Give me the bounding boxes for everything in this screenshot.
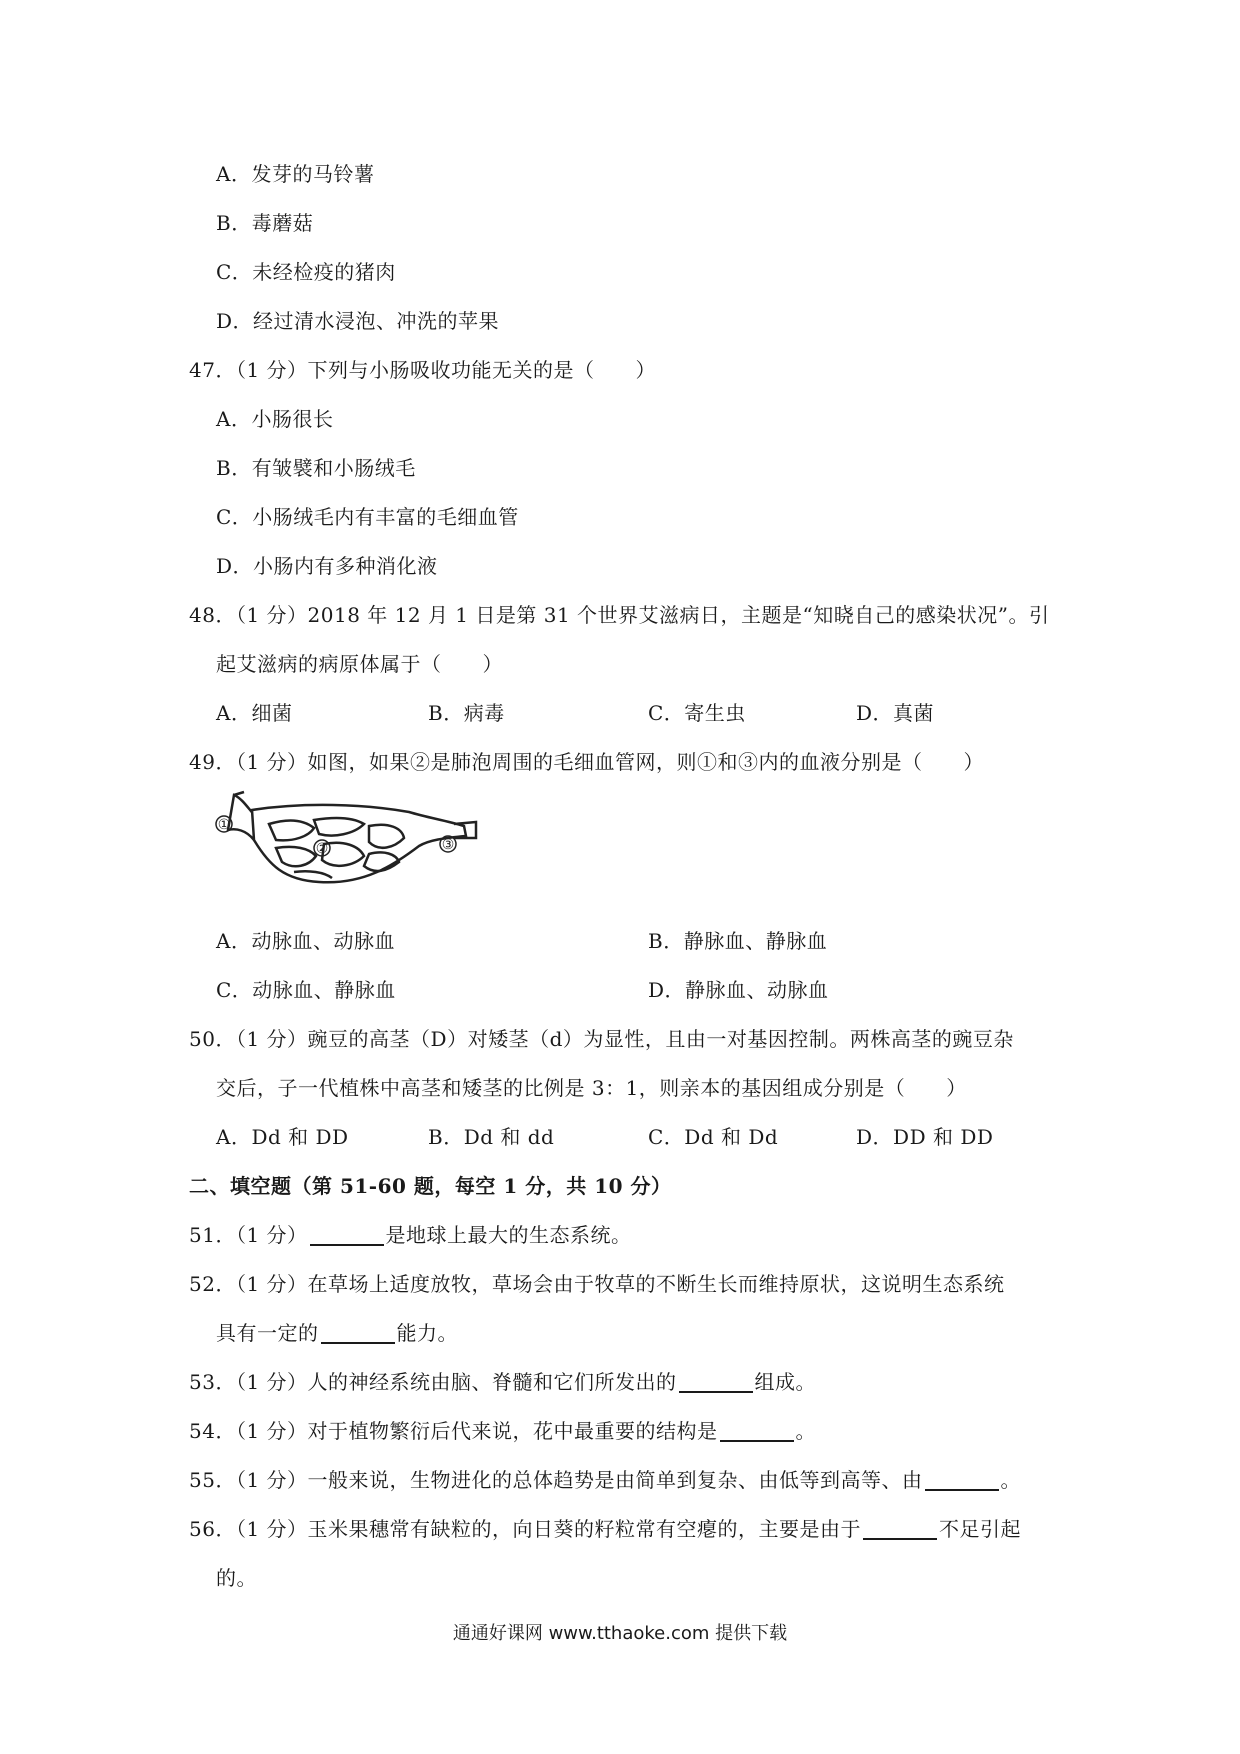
q53	[189, 1368, 816, 1396]
q50-stem-line2: 交后，子一代植株中高茎和矮茎的比例是 3：1，则亲本的基因组成分别是（ ）	[216, 1076, 967, 1100]
q51	[189, 1221, 632, 1249]
q52-post: 能力。	[396, 1321, 458, 1345]
q51-pre: 51．（1 分）	[189, 1223, 308, 1247]
q52-line2	[216, 1319, 458, 1347]
q55-post: 。	[1000, 1468, 1022, 1492]
q46-option-d: D．经过清水浸泡、冲洗的苹果	[216, 309, 500, 333]
q53-post: 组成。	[754, 1370, 817, 1394]
q46-option-a: A．发芽的马铃薯	[216, 162, 375, 186]
q47-option-c: C．小肠绒毛内有丰富的毛细血管	[216, 505, 519, 529]
q48-stem-line2: 起艾滋病的病原体属于（ ）	[216, 652, 503, 676]
fig-label-1: ①	[217, 817, 231, 833]
q50-option-d: D．DD 和 DD	[856, 1125, 994, 1149]
q56-blank[interactable]	[863, 1518, 937, 1540]
q50-stem-line1: 50．（1 分）豌豆的高茎（D）对矮茎（d）为显性，且由一对基因控制。两株高茎的豌豆杂	[189, 1027, 1014, 1051]
q56-pre: 56．（1 分）玉米果穗常有缺粒的，向日葵的籽粒常有空瘪的，主要是由于	[189, 1517, 862, 1541]
q49-option-a: A．动脉血、动脉血	[216, 929, 395, 953]
q48-option-b: B．病毒	[428, 701, 505, 725]
q52-blank[interactable]	[321, 1322, 395, 1344]
capillary-network-diagram	[214, 790, 482, 888]
q54-blank[interactable]	[720, 1420, 794, 1442]
q56-post: 不足引起	[939, 1517, 1022, 1541]
q55-pre: 55．（1 分）一般来说，生物进化的总体趋势是由简单到复杂、由低等到高等、由	[189, 1468, 923, 1492]
q50-option-c: C．Dd 和 Dd	[648, 1125, 779, 1149]
q49-option-d: D．静脉血、动脉血	[648, 978, 829, 1002]
q54-pre: 54．（1 分）对于植物繁衍后代来说，花中最重要的结构是	[189, 1419, 718, 1443]
q47-option-b: B．有皱襞和小肠绒毛	[216, 456, 416, 480]
q47-option-d: D．小肠内有多种消化液	[216, 554, 438, 578]
q46-option-c: C．未经检疫的猪肉	[216, 260, 396, 284]
q51-post: 是地球上最大的生态系统。	[385, 1223, 632, 1247]
section-2-title: 二、填空题（第 51-60 题，每空 1 分，共 10 分）	[189, 1174, 672, 1198]
q48-stem-line1: 48．（1 分）2018 年 12 月 1 日是第 31 个世界艾滋病日，主题是“知晓自己的感染状况”。引	[189, 603, 1050, 627]
q48-option-c: C．寄生虫	[648, 701, 746, 725]
q54	[189, 1417, 816, 1445]
page-footer: 通通好课网 www.tthaoke.com 提供下载	[452, 1623, 788, 1644]
q52-line1: 52．（1 分）在草场上适度放牧，草场会由于牧草的不断生长而维持原状，这说明生态系统	[189, 1272, 1005, 1296]
q54-post: 。	[795, 1419, 817, 1443]
fig-label-2: ②	[315, 841, 329, 857]
q48-option-a: A．细菌	[216, 701, 293, 725]
q49-option-c: C．动脉血、静脉血	[216, 978, 396, 1002]
q56-line2: 的。	[216, 1566, 257, 1590]
q53-pre: 53．（1 分）人的神经系统由脑、脊髓和它们所发出的	[189, 1370, 677, 1394]
q55	[189, 1466, 1021, 1494]
q51-blank[interactable]	[310, 1224, 384, 1246]
fig-label-3: ③	[441, 837, 455, 853]
q53-blank[interactable]	[679, 1371, 753, 1393]
q49-stem: 49．（1 分）如图，如果②是肺泡周围的毛细血管网，则①和③内的血液分别是（ ）	[189, 750, 985, 774]
q50-option-a: A．Dd 和 DD	[216, 1125, 349, 1149]
q48-option-d: D．真菌	[856, 701, 935, 725]
q46-option-b: B．毒蘑菇	[216, 211, 314, 235]
q56-line1	[189, 1515, 1021, 1543]
q49-option-b: B．静脉血、静脉血	[648, 929, 828, 953]
q55-blank[interactable]	[925, 1469, 999, 1491]
q50-option-b: B．Dd 和 dd	[428, 1125, 555, 1149]
q47-stem: 47．（1 分）下列与小肠吸收功能无关的是（ ）	[189, 358, 657, 382]
q47-option-a: A．小肠很长	[216, 407, 334, 431]
q52-pre: 具有一定的	[216, 1321, 319, 1345]
